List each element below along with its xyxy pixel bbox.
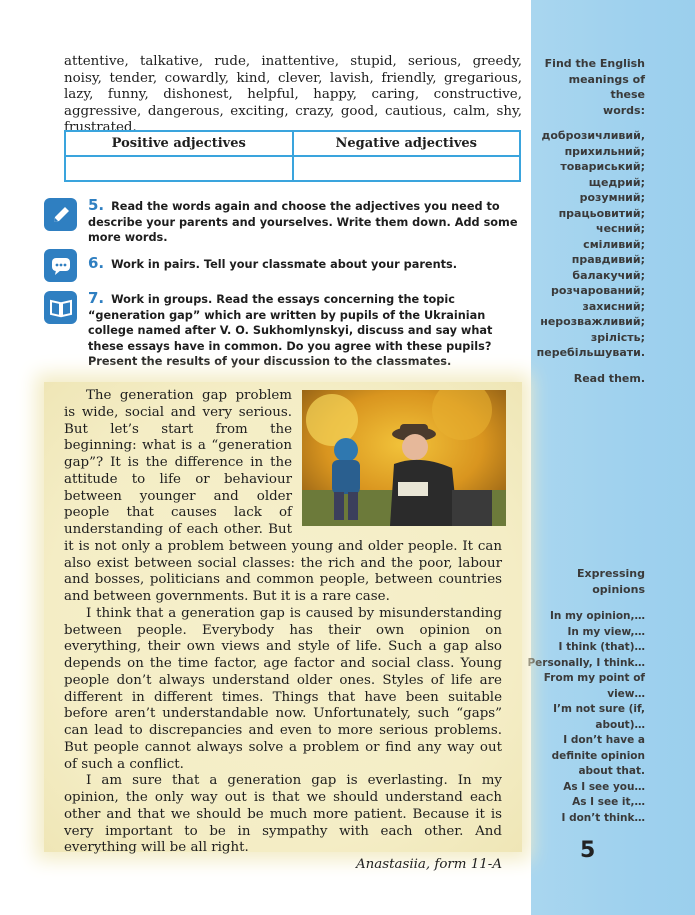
phrase-item: In my view,… (567, 625, 645, 638)
phrase-item: view… (607, 687, 645, 700)
vocab-word-list (531, 128, 645, 361)
task-6-number: 6. (88, 254, 105, 272)
vocab-word: правдивий; (571, 253, 645, 266)
vocab-word: нерозважливий; (540, 315, 645, 328)
vocab-word: розчарований; (550, 284, 645, 297)
open-book-icon (44, 291, 77, 324)
negative-adjectives-cell[interactable] (293, 156, 521, 181)
phrase-item: From my point of (543, 672, 645, 684)
phrase-item: about that. (578, 765, 645, 777)
phrases-block (527, 566, 645, 826)
vocab-block (531, 56, 645, 386)
phrases-list (527, 609, 645, 826)
phrase-item: about)… (595, 718, 645, 731)
vocab-heading (531, 56, 645, 118)
phrase-item: I’m not sure (if, (553, 703, 645, 715)
phrase-item: definite opinion (551, 749, 645, 762)
task-7-instruction: Work in groups. Read the essays concerning the topic “generation gap” which are written by pupils of the Ukrainian college named after V. O. Sukhomlynskyi, discuss and say what these essays have in common. Do you agree with these pupils? Present the results of your discussion to the classmates. (88, 293, 493, 368)
vocab-word: захисний; (582, 299, 645, 313)
vocab-word: доброзичливий, (541, 129, 645, 142)
positive-adjectives-header: Positive adjectives (65, 131, 293, 156)
grandfather-and-child-photo (302, 390, 506, 526)
essay-paragraph: The generation gap problem is wide, social and very serious. But let’s start from the beginning: what is a “generation gap”? It is the difference in the attitude to life or behaviour between younger and older people that causes lack of understanding of each other. But it is not only a problem between young and older people. It can also exist between social classes: the rich and the poor, labour and bosses, politicians and common people, between countries and between governments. But it is a rare case. (64, 388, 502, 604)
essay (64, 388, 502, 874)
phrase-item: As I see you… (563, 780, 645, 793)
vocab-word: сміливий; (583, 237, 645, 251)
vocab-word: щедрий; (588, 175, 645, 189)
task-5-instruction: Read the words again and choose the adjectives you need to describe your parents and yourselves. Write them down. Add some more words. (88, 200, 518, 244)
vocab-word: перебільшувати. (536, 346, 645, 359)
negative-adjectives-header: Negative adjectives (293, 131, 521, 156)
vocab-word: розумний; (579, 191, 645, 204)
vocab-word: прихильний; (564, 144, 645, 158)
task-7-number: 7. (88, 289, 105, 307)
sidebar-panel (527, 0, 695, 915)
vocab-word: балакучий; (572, 268, 645, 282)
essay-signature: Anastasiia, form 11-A (355, 857, 502, 872)
phrase-item: I don’t have a (563, 734, 645, 746)
task-5 (44, 198, 522, 246)
essay-paragraph: I think that a generation gap is caused by misunderstanding between people. Everybody has their own opinion on everything, their own views and style of life. Such a gap also depends on the time factor, age factor and social class. Young people don’t always understand older ones. Styles of life are different in different times. Things that have been suitable before aren’t understandable now. Unfortunately, such “gaps” can lead to discrepancies and even to more serious problems. But people cannot always solve a problem or find any way out of such a conflict. (64, 605, 502, 772)
vocab-word: чесний; (596, 222, 645, 235)
phrase-item: As I see it,… (572, 796, 645, 808)
task-6-text (88, 249, 522, 273)
task-7 (44, 291, 522, 370)
vocab-word: працьовитий; (558, 206, 645, 220)
phrase-item: I think (that)… (558, 641, 645, 653)
adjectives-table (64, 130, 521, 182)
vocab-footer: Read them. (573, 371, 645, 385)
phrases-heading: Expressing opinions (577, 567, 645, 596)
task-7-text (88, 291, 522, 370)
task-6-instruction: Work in pairs. Tell your classmate about your parents. (111, 258, 458, 271)
task-5-text (88, 198, 522, 246)
vocab-heading-line: Find the English (544, 57, 645, 70)
pencil-icon (44, 198, 77, 231)
vocab-word: зрілість; (590, 330, 645, 344)
page-number: 5 (580, 838, 596, 863)
phrase-item: I don’t think… (561, 811, 645, 824)
phrase-item: In my opinion,… (549, 610, 645, 622)
essay-paragraph: I am sure that a generation gap is everlasting. In my opinion, the only way out is that we should understand each other and that we should be much more patient. Because it is very important to be in sympathy with each other. And everything will be all right. (64, 773, 502, 856)
task-5-number: 5. (88, 196, 105, 214)
positive-adjectives-cell[interactable] (65, 156, 293, 181)
vocab-heading-line: meanings of these (568, 72, 645, 101)
phrase-item: Personally, I think… (527, 656, 645, 669)
vocab-heading-line: words: (603, 103, 645, 117)
adjective-list-paragraph: attentive, talkative, rude, inattentive, stupid, serious, greedy, noisy, tender, cowardly, kind, clever, lavish, friendly, gregarious, lazy, funny, dishonest, helpful, happy, caring, constructive, aggressive, dangerous, exciting, crazy, good, cautious, calm, shy, frustrated. (64, 54, 522, 136)
speech-bubble-icon (44, 249, 77, 282)
vocab-word: товариський; (560, 160, 645, 173)
task-6 (44, 249, 522, 273)
